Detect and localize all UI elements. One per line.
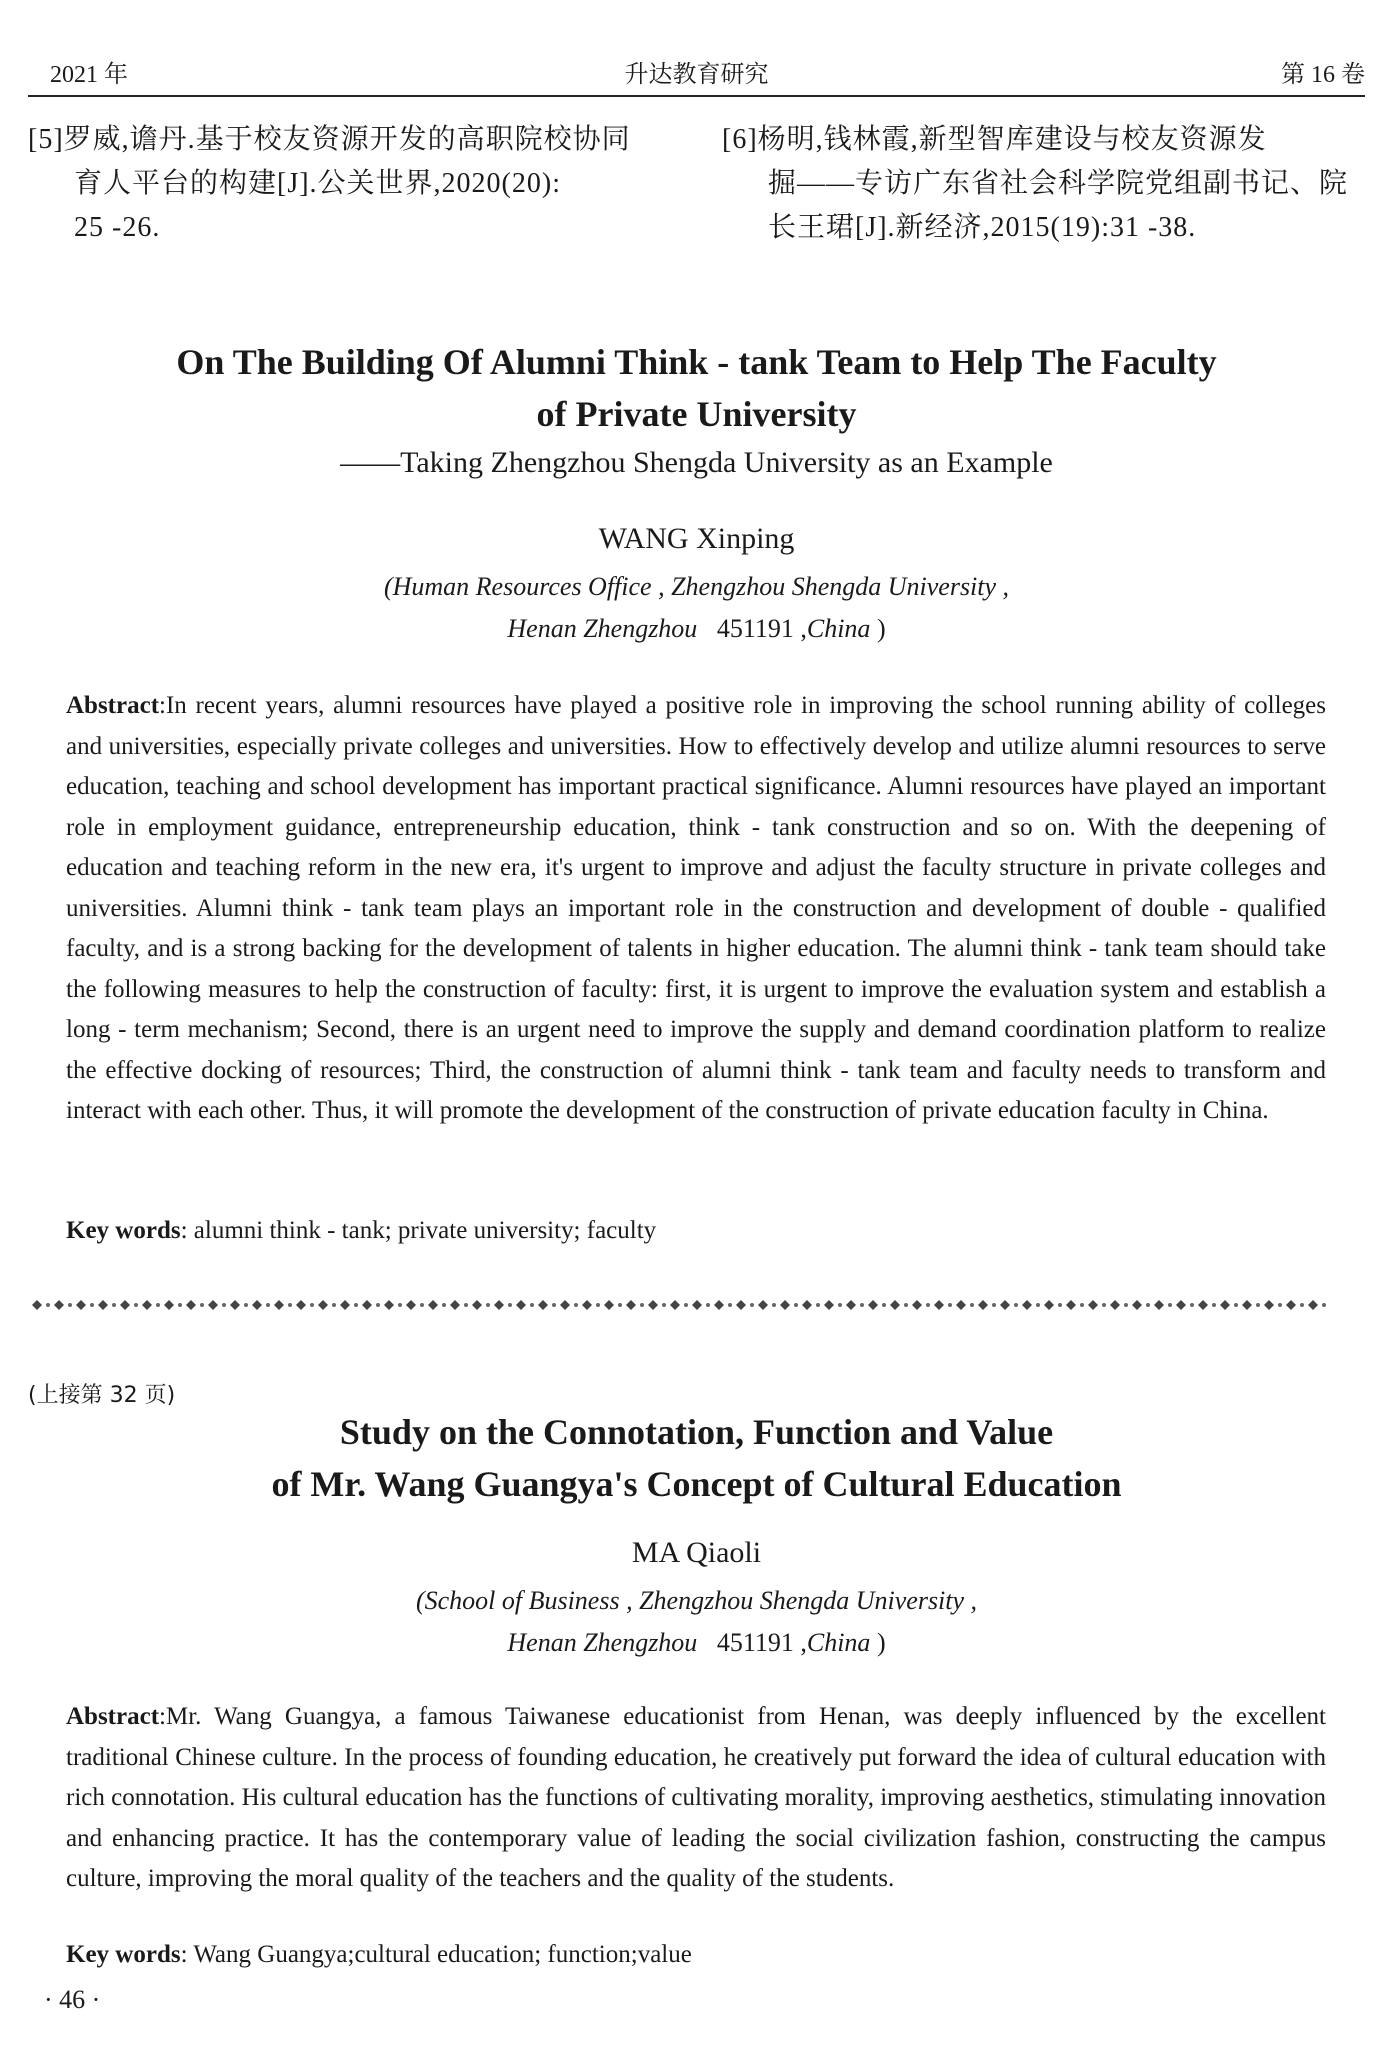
abstract-text: :Mr. Wang Guangya, a famous Taiwanese educationist from Henan, was deeply influenced by the excellent traditional Chinese culture. In the process of founding education, he creatively put forward the idea of cultural education with rich connotation. His cultural education has the functions of cultivating morality, improving aesthetics, stimulating innovation and enhancing practice. It has the contemporary value of leading the social civilization fashion, constructing the campus culture, improving the moral quality of the teachers and the quality of the students. xyxy=(66,1703,1326,1892)
header-rule xyxy=(28,95,1365,97)
article1-author: WANG Xinping xyxy=(598,522,795,555)
article2-affiliation xyxy=(0,1580,1393,1664)
article2-keywords xyxy=(66,1941,1326,1969)
page-number: · 46 · xyxy=(44,1985,101,2014)
affiliation-country: China xyxy=(806,614,871,643)
abstract-label: Abstract xyxy=(66,1703,160,1730)
keywords-label: Key words xyxy=(66,1217,181,1244)
affiliation-place: Henan Zhengzhou xyxy=(507,1628,698,1657)
keywords-text: : alumni think - tank; private university; faculty xyxy=(180,1217,657,1244)
article1-affiliation xyxy=(0,566,1393,650)
affiliation-line2 xyxy=(0,608,1393,650)
article1-title-line1: On The Building Of Alumni Think - tank Team to Help The Faculty xyxy=(176,342,1217,382)
affiliation-line2 xyxy=(0,1622,1393,1664)
affiliation-line1: (Human Resources Office , Zhengzhou Shengda University , xyxy=(383,572,1010,601)
affiliation-place: Henan Zhengzhou xyxy=(507,614,698,643)
reference-line: 长王珺[J].新经济,2015(19):31 -38. xyxy=(768,212,1197,243)
article1-subtitle: ——Taking Zhengzhou Shengda University as an Example xyxy=(340,446,1053,479)
reference-line: 育人平台的构建[J].公关世界,2020(20): xyxy=(74,168,561,199)
reference-6 xyxy=(722,118,1367,250)
header-year: 2021 年 xyxy=(50,62,128,88)
header-journal-title: 升达教育研究 xyxy=(624,62,769,88)
article2-title-line2: of Mr. Wang Guangya's Concept of Cultural Education xyxy=(271,1464,1122,1504)
reference-line: 25 -26. xyxy=(74,212,161,243)
reference-5 xyxy=(28,118,673,250)
article1-keywords xyxy=(66,1217,1326,1245)
article2-title xyxy=(0,1406,1393,1510)
affiliation-postcode: 451191 , xyxy=(716,614,807,643)
reference-line: [6]杨明,钱林霞,新型智库建设与校友资源发 xyxy=(722,124,1267,155)
article1-title xyxy=(0,336,1393,440)
article2-abstract xyxy=(66,1697,1326,1900)
reference-line: 掘——专访广东省社会科学院党组副书记、院 xyxy=(768,168,1349,199)
continued-note: (上接第 32 页) xyxy=(28,1383,176,1408)
header-volume: 第 16 卷 xyxy=(1281,62,1365,88)
keywords-text: : Wang Guangya;cultural education; function;value xyxy=(180,1941,692,1968)
affiliation-country: China xyxy=(806,1628,871,1657)
article2-title-line1: Study on the Connotation, Function and Value xyxy=(339,1412,1054,1452)
affiliation-close: ) xyxy=(876,614,886,643)
abstract-text: :In recent years, alumni resources have played a positive role in improving the school running ability of colleges and universities, especially private colleges and universities. How to effectively develop and utilize alumni resources to serve education, teaching and school development has important practical significance. Alumni resources have played an important role in employment guidance, entrepreneurship education, think - tank construction and so on. With the deepening of education and teaching reform in the new era, it's urgent to improve and adjust the faculty structure in private colleges and universities. Alumni think - tank team plays an important role in the construction and development of double - qualified faculty, and is a strong backing for the development of talents in higher education. The alumni think - tank team should take the following measures to help the construction of faculty: first, it is urgent to improve the evaluation system and establish a long - term mechanism; Second, there is an urgent need to improve the supply and demand coordination platform to realize the effective docking of resources; Third, the construction of alumni think - tank team and faculty needs to transform and interact with each other. Thus, it will promote the development of the construction of private education faculty in China. xyxy=(66,692,1326,1124)
affiliation-line1: (School of Business , Zhengzhou Shengda University , xyxy=(415,1586,978,1615)
article1-title-line2: of Private University xyxy=(536,394,857,434)
article1-abstract xyxy=(66,686,1326,1132)
affiliation-close: ) xyxy=(876,1628,886,1657)
section-divider xyxy=(28,1298,1328,1312)
reference-line: [5]罗威,谵丹.基于校友资源开发的高职院校协同 xyxy=(28,124,631,155)
keywords-label: Key words xyxy=(66,1941,181,1968)
affiliation-postcode: 451191 , xyxy=(716,1628,807,1657)
article2-author: MA Qiaoli xyxy=(631,1536,762,1569)
abstract-label: Abstract xyxy=(66,692,160,719)
